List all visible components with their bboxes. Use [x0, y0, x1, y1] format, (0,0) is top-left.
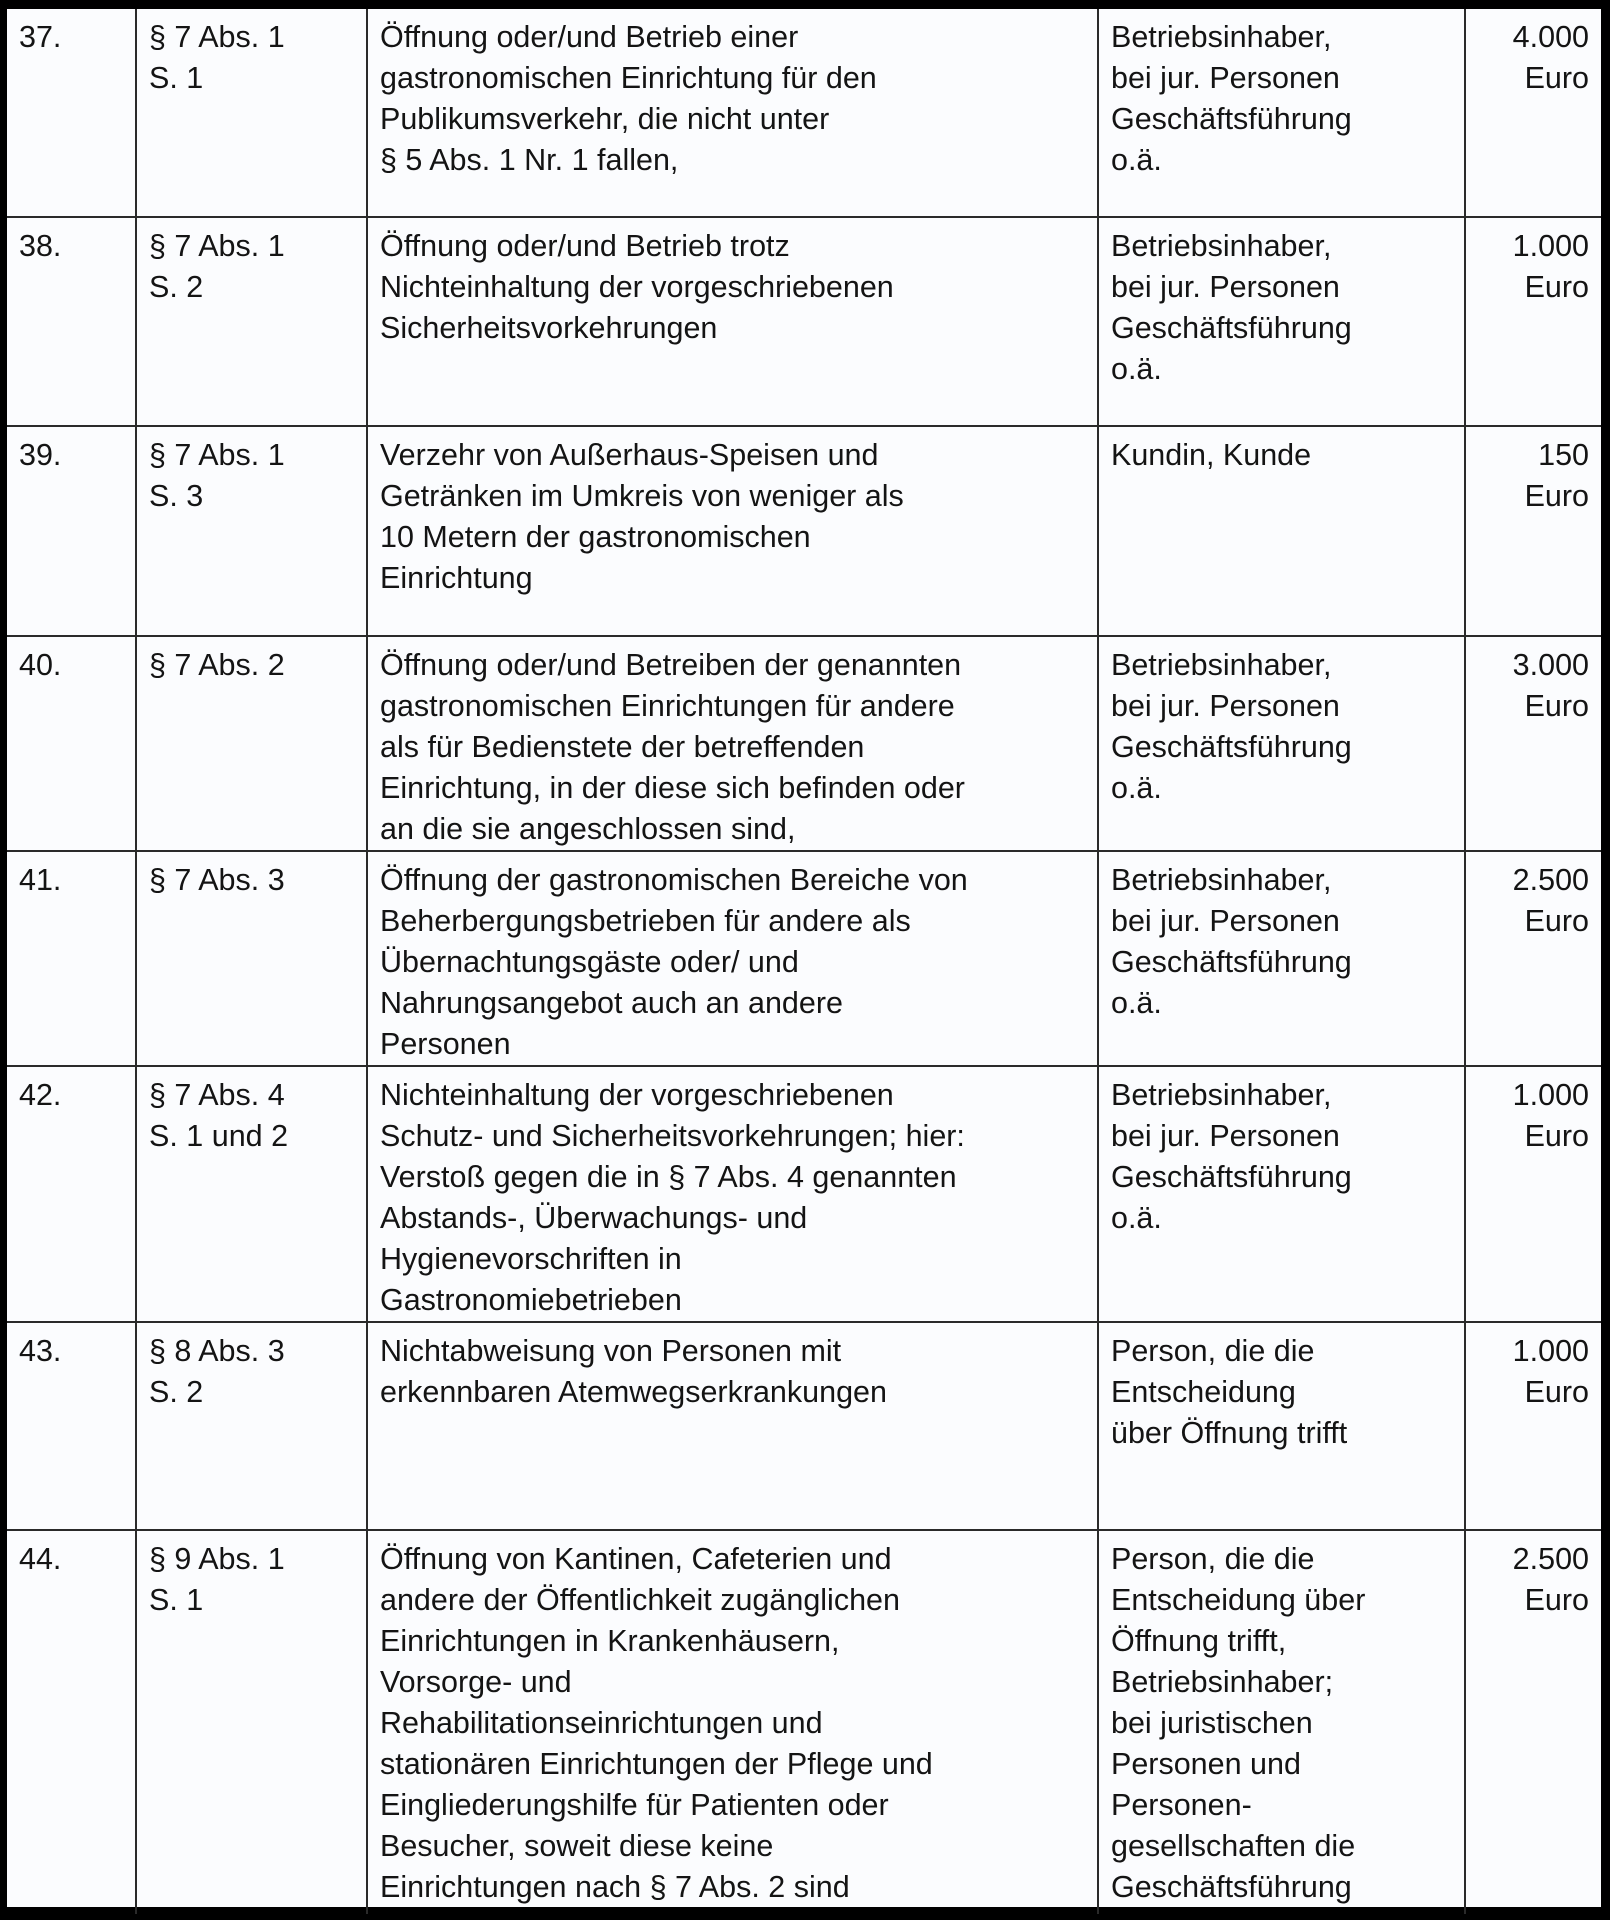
table-row — [7, 1066, 1601, 1322]
fine-amount: 2.500 Euro — [1465, 851, 1601, 1066]
fine-amount: 1.000 Euro — [1465, 217, 1601, 426]
violation-description: Öffnung oder/und Betreiben der genannten gastronomischen Einrichtungen für andere als für Bedienstete der betreffenden Einrichtung, in der diese sich befinden oder an die sie angeschlossen sind, — [367, 636, 1098, 851]
violation-description: Verzehr von Außerhaus-Speisen und Getränken im Umkreis von weniger als 10 Metern der gastronomischen Einrichtung — [367, 426, 1098, 636]
legal-reference: § 7 Abs. 1 S. 2 — [136, 217, 367, 426]
table-row — [7, 851, 1601, 1066]
legal-reference: § 9 Abs. 1 S. 1 — [136, 1530, 367, 1914]
legal-reference: § 7 Abs. 3 — [136, 851, 367, 1066]
fine-amount: 2.500 Euro — [1465, 1530, 1601, 1914]
row-number: 41. — [7, 851, 136, 1066]
table-row — [7, 426, 1601, 636]
row-number: 42. — [7, 1066, 136, 1322]
fine-amount: 1.000 Euro — [1465, 1066, 1601, 1322]
row-number: 43. — [7, 1322, 136, 1530]
row-number: 39. — [7, 426, 136, 636]
table-row — [7, 217, 1601, 426]
row-number: 37. — [7, 9, 136, 217]
legal-reference: § 7 Abs. 2 — [136, 636, 367, 851]
violation-description: Öffnung oder/und Betrieb trotz Nichteinhaltung der vorgeschriebenen Sicherheitsvorkehrungen — [367, 217, 1098, 426]
legal-reference: § 7 Abs. 4 S. 1 und 2 — [136, 1066, 367, 1322]
fine-amount: 4.000 Euro — [1465, 9, 1601, 217]
responsible-party: Kundin, Kunde — [1098, 426, 1465, 636]
legal-reference: § 7 Abs. 1 S. 3 — [136, 426, 367, 636]
fines-table — [7, 9, 1601, 1914]
violation-description: Nichtabweisung von Personen mit erkennbaren Atemwegserkrankungen — [367, 1322, 1098, 1530]
row-number: 44. — [7, 1530, 136, 1914]
table-row — [7, 1322, 1601, 1530]
responsible-party: Betriebsinhaber, bei jur. Personen Geschäftsführung o.ä. — [1098, 1066, 1465, 1322]
scanned-page — [7, 9, 1601, 1907]
fine-amount: 1.000 Euro — [1465, 1322, 1601, 1530]
fine-amount: 150 Euro — [1465, 426, 1601, 636]
row-number: 40. — [7, 636, 136, 851]
responsible-party: Betriebsinhaber, bei jur. Personen Geschäftsführung o.ä. — [1098, 9, 1465, 217]
responsible-party: Person, die die Entscheidung über Öffnung trifft, Betriebsinhaber; bei juristischen Personen und Personen- gesellschaften die Geschäftsführung — [1098, 1530, 1465, 1914]
legal-reference: § 7 Abs. 1 S. 1 — [136, 9, 367, 217]
responsible-party: Betriebsinhaber, bei jur. Personen Geschäftsführung o.ä. — [1098, 851, 1465, 1066]
violation-description: Öffnung von Kantinen, Cafeterien und andere der Öffentlichkeit zugänglichen Einrichtungen in Krankenhäusern, Vorsorge- und Rehabilitationseinrichtungen und stationären Einrichtungen der Pflege und Eingliederungshilfe für Patienten oder Besucher, soweit diese keine Einrichtungen nach § 7 Abs. 2 sind — [367, 1530, 1098, 1914]
responsible-party: Person, die die Entscheidung über Öffnung trifft — [1098, 1322, 1465, 1530]
table-row — [7, 1530, 1601, 1914]
violation-description: Nichteinhaltung der vorgeschriebenen Schutz- und Sicherheitsvorkehrungen; hier: Verstoß gegen die in § 7 Abs. 4 genannten Abstands-, Überwachungs- und Hygienevorschriften in Gastronomiebetrieben — [367, 1066, 1098, 1322]
legal-reference: § 8 Abs. 3 S. 2 — [136, 1322, 367, 1530]
violation-description: Öffnung oder/und Betrieb einer gastronomischen Einrichtung für den Publikumsverkehr, die nicht unter § 5 Abs. 1 Nr. 1 fallen, — [367, 9, 1098, 217]
fine-amount: 3.000 Euro — [1465, 636, 1601, 851]
violation-description: Öffnung der gastronomischen Bereiche von Beherbergungsbetrieben für andere als Übernachtungsgäste oder/ und Nahrungsangebot auch an andere Personen — [367, 851, 1098, 1066]
responsible-party: Betriebsinhaber, bei jur. Personen Geschäftsführung o.ä. — [1098, 636, 1465, 851]
responsible-party: Betriebsinhaber, bei jur. Personen Geschäftsführung o.ä. — [1098, 217, 1465, 426]
row-number: 38. — [7, 217, 136, 426]
table-row — [7, 9, 1601, 217]
table-row — [7, 636, 1601, 851]
